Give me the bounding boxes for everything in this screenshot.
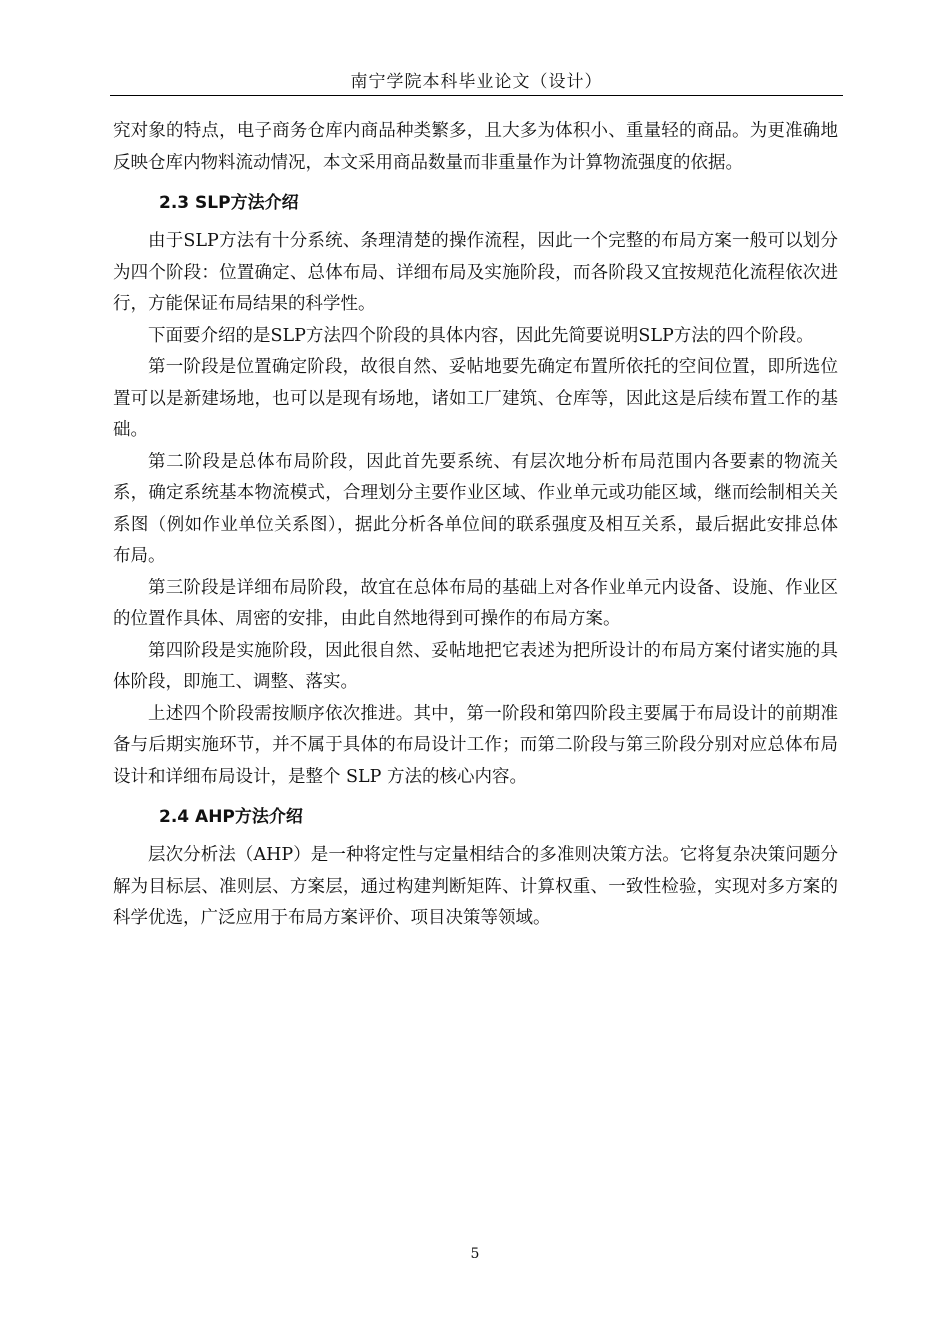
paragraph-stage-three: 第三阶段是详细布局阶段，故宜在总体布局的基础上对各作业单元内设备、设施、作业区的位置作具体、周密的安排，由此自然地得到可操作的布局方案。	[113, 577, 838, 629]
document-body	[113, 116, 838, 935]
paragraph-stage-two: 第二阶段是总体布局阶段，因此首先要系统、有层次地分析布局范围内各要素的物流关系，确定系统基本物流模式，合理划分主要作业区域、作业单元或功能区域，继而绘制相关关系图（例如作业单位关系图），据此分析各单位间的联系强度及相互关系，最后据此安排总体布局。	[113, 451, 838, 566]
paragraph-slp-intro: 下面要介绍的是SLP方法四个阶段的具体内容，因此先简要说明SLP方法的四个阶段。	[148, 325, 814, 346]
paragraph-stages-summary: 上述四个阶段需按顺序依次推进。其中，第一阶段和第四阶段主要属于布局设计的前期准备与后期实施环节，并不属于具体的布局设计工作；而第二阶段与第三阶段分别对应总体布局设计和详细布局设计，是整个 SLP 方法的核心内容。	[113, 703, 838, 787]
paragraph-ahp-intro: 层次分析法（AHP）是一种将定性与定量相结合的多准则决策方法。它将复杂决策问题分解为目标层、准则层、方案层，通过构建判断矩阵、计算权重、一致性检验，实现对多方案的科学优选，广泛应用于布局方案评价、项目决策等领域。	[113, 845, 838, 928]
section-heading-2-3: 2.3 SLP方法介绍	[159, 193, 299, 213]
section-heading-2-4: 2.4 AHP方法介绍	[159, 807, 303, 827]
page-number: 5	[470, 1246, 480, 1262]
paragraph-continued: 究对象的特点，电子商务仓库内商品种类繁多，且大多为体积小、重量轻的商品。为更准确地反映仓库内物料流动情况，本文采用商品数量而非重量作为计算物流强度的依据。	[113, 121, 838, 173]
paragraph-stage-four: 第四阶段是实施阶段，因此很自然、妥帖地把它表述为把所设计的布局方案付诸实施的具体阶段，即施工、调整、落实。	[113, 640, 838, 692]
page-header: 南宁学院本科毕业论文（设计）	[110, 70, 843, 96]
paragraph-slp-stages: 由于SLP方法有十分系统、条理清楚的操作流程，因此一个完整的布局方案一般可以划分为四个阶段：位置确定、总体布局、详细布局及实施阶段，而各阶段又宜按规范化流程依次进行，方能保证布局结果的科学性。	[113, 231, 838, 314]
paragraph-stage-one: 第一阶段是位置确定阶段，故很自然、妥帖地要先确定布置所依托的空间位置，即所选位置可以是新建场地，也可以是现有场地，诸如工厂建筑、仓库等，因此这是后续布置工作的基础。	[113, 357, 838, 440]
